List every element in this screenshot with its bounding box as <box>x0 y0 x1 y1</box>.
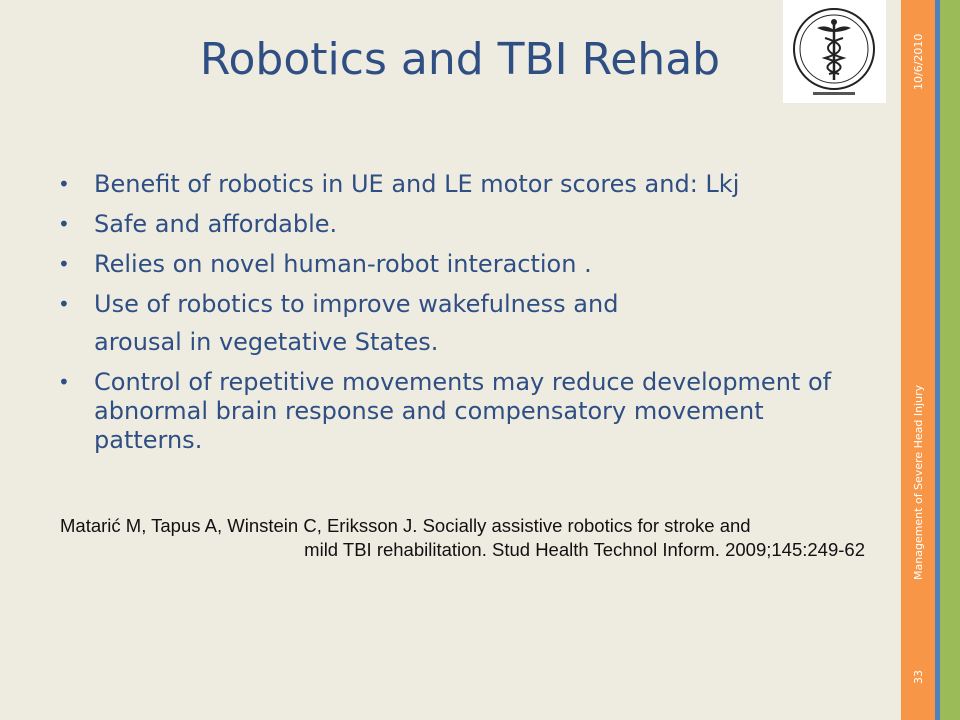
bullet-item <box>58 368 878 455</box>
bullet-text: Control of repetitive movements may reduce development of abnormal brain response and compensatory movement patterns. <box>94 368 832 454</box>
bullet-text: Use of robotics to improve wakefulness and <box>94 290 619 318</box>
bullet-item <box>58 210 878 239</box>
slide-date: 10/6/2010 <box>912 33 925 90</box>
bullet-dot-icon: • <box>58 370 70 394</box>
bullet-item <box>58 290 878 319</box>
slide-footer: Management of Severe Head Injury <box>912 384 925 580</box>
institution-logo <box>783 0 886 103</box>
bullet-dot-icon: • <box>58 292 70 316</box>
bullet-dot-icon: • <box>58 172 70 196</box>
slide-number: 33 <box>912 670 925 684</box>
caduceus-emblem-icon <box>783 0 886 103</box>
sidebar-orange-band <box>901 0 935 720</box>
bullet-dot-icon: • <box>58 252 70 276</box>
bullet-text: Benefit of robotics in UE and LE motor scores and: Lkj <box>94 170 740 198</box>
bullet-dot-icon: • <box>58 212 70 236</box>
slide-title: Robotics and TBI Rehab <box>199 34 721 85</box>
bullet-list <box>58 170 878 466</box>
sidebar-green-band <box>940 0 960 720</box>
bullet-item <box>58 250 878 279</box>
bullet-continuation <box>58 328 878 357</box>
bullet-item <box>58 170 878 199</box>
reference-citation <box>60 514 865 562</box>
bullet-text: Safe and affordable. <box>94 210 338 238</box>
reference-line-1: Matarić M, Tapus A, Winstein C, Eriksson J. Socially assistive robotics for stroke and <box>60 515 751 536</box>
reference-line-2: mild TBI rehabilitation. Stud Health Technol Inform. 2009;145:249-62 <box>304 539 865 560</box>
bullet-continuation-text: arousal in vegetative States. <box>94 328 439 356</box>
bullet-text: Relies on novel human-robot interaction . <box>94 250 592 278</box>
